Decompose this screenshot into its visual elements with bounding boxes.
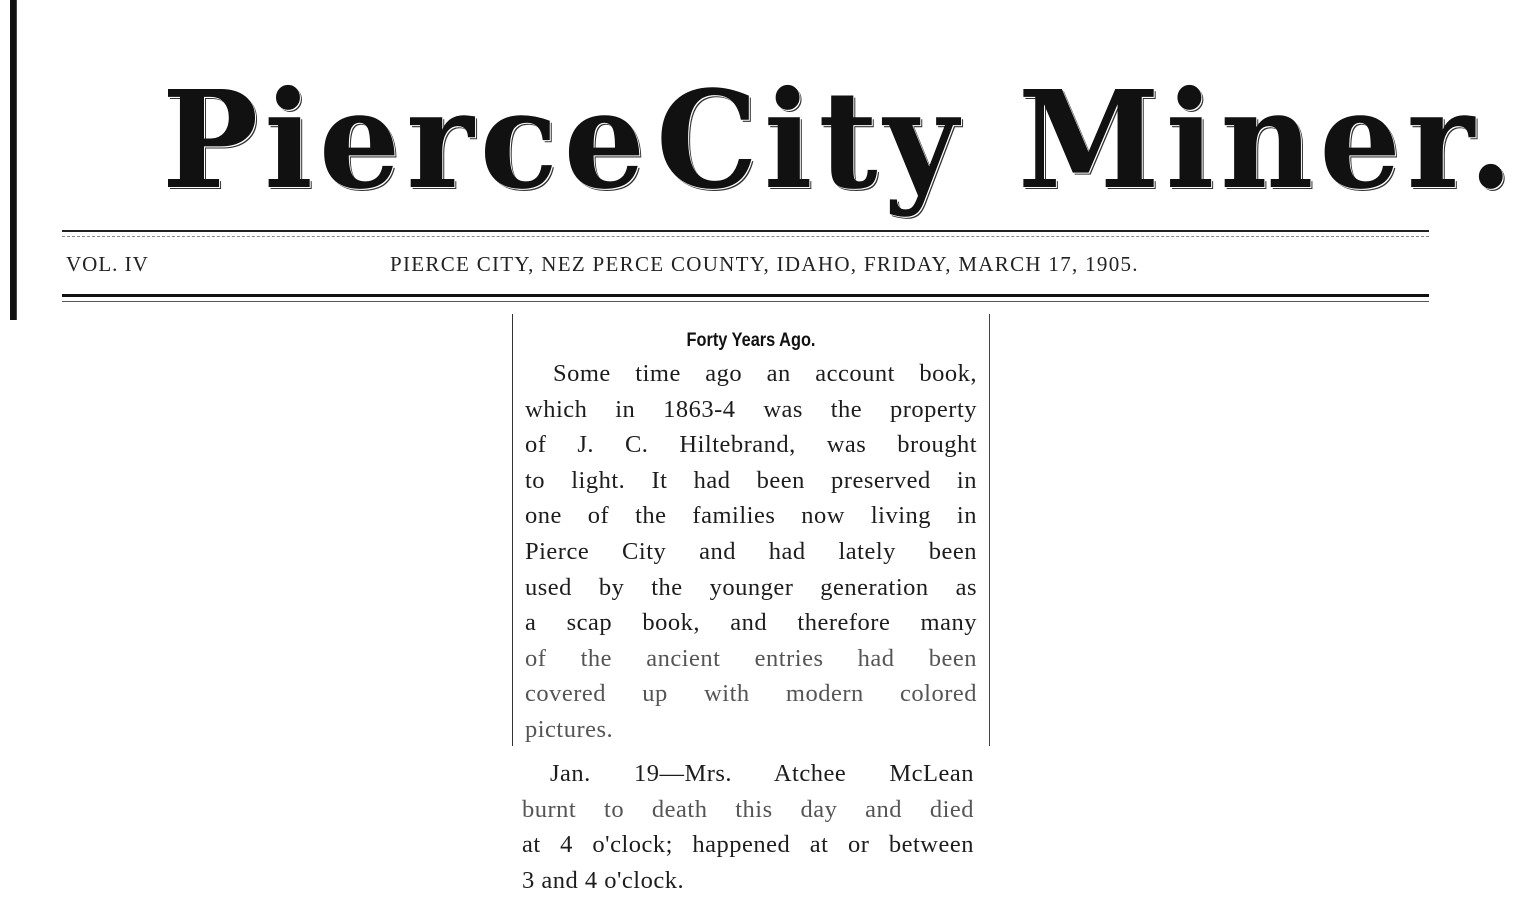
text-line: 3 and 4 o'clock. — [522, 866, 685, 894]
text-line: burnt to death this day and died — [522, 795, 974, 823]
dateline-rule-bottom — [62, 294, 1429, 297]
text-line: of the ancient entries had been — [525, 644, 977, 672]
text-line: which in 1863-4 was the property — [525, 395, 977, 423]
text-line: at 4 o'clock; happened at or between — [522, 831, 974, 858]
text-line: pictures. — [525, 715, 614, 743]
dateline-rule-bottom-thin — [62, 301, 1429, 302]
text-line: Jan. 19—Mrs. Atchee McLean — [550, 760, 974, 787]
masthead-word-miner: Miner. — [1018, 62, 1519, 220]
text-line: to light. It had been preserved in — [525, 466, 977, 494]
text-line: used by the younger generation as — [525, 573, 977, 601]
text-line: one of the families now living in — [525, 502, 977, 530]
text-line: covered up with modern colored — [525, 680, 977, 708]
volume-number: VOL. IV — [66, 252, 149, 276]
masthead-word-city: City — [656, 62, 964, 220]
article-paragraph-2 — [522, 756, 974, 898]
masthead-word-pierce: Pierce — [162, 62, 652, 220]
text-line: a scap book, and therefore many — [525, 609, 977, 637]
scan-edge — [10, 0, 24, 320]
dateline-rule-top — [62, 230, 1429, 232]
article-paragraph-1 — [525, 356, 977, 748]
article-column — [512, 314, 990, 746]
text-line: Some time ago an account book, — [553, 360, 977, 387]
dateline-rule-top-dashed — [62, 236, 1429, 237]
dateline-text: PIERCE CITY, NEZ PERCE COUNTY, IDAHO, FRIDAY, MARCH 17, 1905. — [390, 252, 1139, 276]
masthead — [150, 62, 1519, 222]
article-headline: Forty Years Ago. — [686, 330, 816, 351]
text-line: of J. C. Hiltebrand, was brought — [525, 431, 977, 459]
text-line: Pierce City and had lately been — [525, 537, 977, 565]
